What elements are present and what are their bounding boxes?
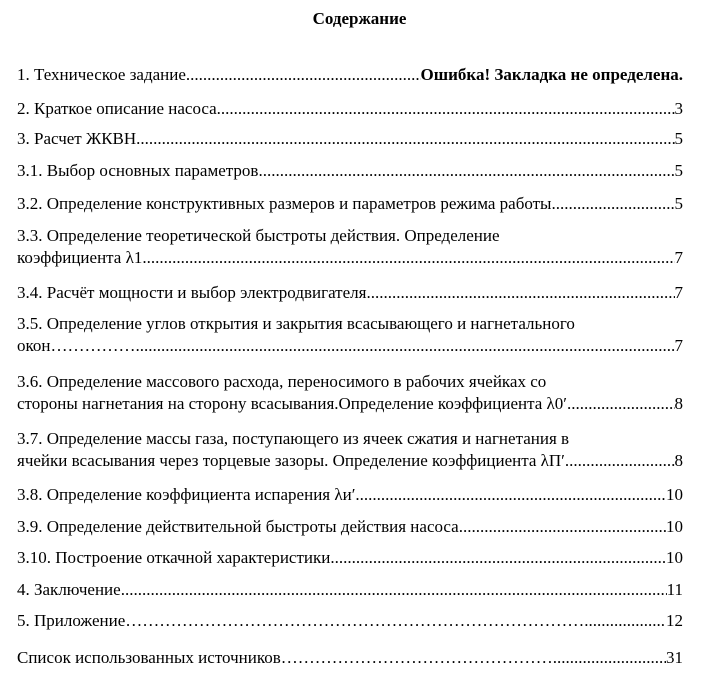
leader-dots: [355, 484, 666, 506]
toc-entry-page: 5: [674, 161, 683, 180]
toc-entry-3-4[interactable]: [17, 282, 683, 304]
leader-dots: [569, 450, 674, 472]
leader-dots: [136, 128, 674, 150]
toc-entry-page: 12: [666, 611, 683, 630]
toc-entry-text: 3.9. Определение действительной быстроты действия насоса: [17, 517, 459, 536]
leader-dots: [186, 64, 421, 86]
toc-entry-1[interactable]: [17, 64, 683, 86]
toc-entry-2[interactable]: [17, 98, 683, 120]
toc-entry-3-1[interactable]: [17, 160, 683, 182]
toc-entry-3-8[interactable]: [17, 484, 683, 506]
toc-entry-text: стороны нагнетания на сторону всасывания.Определение коэффициента λ0′.: [17, 394, 572, 413]
toc-entry-text: 1. Техническое задание: [17, 65, 186, 84]
toc-title: Содержание: [312, 9, 407, 28]
leader-dots: [571, 393, 674, 415]
toc-entry-page: 5: [674, 129, 683, 148]
toc-entry-text: 3.4. Расчёт мощности и выбор электродвигателя: [17, 283, 367, 302]
leader-dots: [217, 98, 675, 120]
leader-dots: [584, 610, 666, 632]
toc-entry-3-5[interactable]: [17, 313, 683, 357]
toc-entry-3-10[interactable]: [17, 547, 683, 569]
toc-entry-text: 3.8. Определение коэффициента испарения λи′: [17, 485, 356, 504]
toc-entry-3-3[interactable]: [17, 225, 683, 269]
toc-entry-sources[interactable]: [17, 647, 683, 669]
toc-entry-page: 11: [666, 580, 683, 599]
leader-dots: [142, 247, 674, 269]
toc-entry-text-line1: 3.6. Определение массового расхода, переносимого в рабочих ячейках со: [17, 372, 547, 391]
toc-entry-text-line1: 3.7. Определение массы газа, поступающего из ячеек сжатия и нагнетания в: [17, 429, 570, 448]
toc-entry-text-line1: 3.5. Определение углов открытия и закрытия всасывающего и нагнетального: [17, 314, 575, 333]
leader-dots: [258, 160, 674, 182]
toc-entry-page: 5: [674, 194, 683, 213]
leader-dots: [551, 193, 674, 215]
toc-entry-4[interactable]: [17, 579, 683, 601]
toc-entry-page: 7: [674, 283, 683, 302]
toc-entry-3-7[interactable]: [17, 428, 683, 472]
toc-entry-page: 7: [674, 248, 683, 267]
toc-entry-page: 10: [666, 517, 683, 536]
toc-entry-page: 7: [674, 336, 683, 355]
toc-entry-text: коэффициента λ1: [17, 248, 143, 267]
toc-entry-text: Список использованных источников…………………………………………..: [17, 648, 562, 667]
leader-dots: [136, 335, 675, 357]
leader-dots: [561, 647, 666, 669]
toc-entry-text: окон……………: [17, 336, 136, 355]
toc-entry-page: 10: [666, 548, 683, 567]
toc-entry-page: 10: [666, 485, 683, 504]
toc-entry-page: 8: [674, 394, 683, 413]
toc-entry-page: 3: [674, 99, 683, 118]
toc-entry-page-error: Ошибка! Закладка не определена.: [420, 65, 683, 84]
toc-entry-text: 3.1. Выбор основных параметров: [17, 161, 259, 180]
toc-entry-text: 4. Заключение: [17, 580, 121, 599]
toc-entry-page: 8: [674, 451, 683, 470]
toc-entry-text: ячейки всасывания через торцевые зазоры. Определение коэффициента λП′.: [17, 451, 570, 470]
toc-entry-text-line1: 3.3. Определение теоретической быстроты действия. Определение: [17, 226, 500, 245]
leader-dots: [366, 282, 674, 304]
leader-dots: [330, 547, 666, 569]
toc-entry-text: 3.10. Построение откачной характеристики: [17, 548, 331, 567]
toc-entry-3-6[interactable]: [17, 371, 683, 415]
toc-entry-3-2[interactable]: [17, 193, 683, 215]
toc-entry-3-9[interactable]: [17, 516, 683, 538]
toc-entry-3[interactable]: [17, 128, 683, 150]
toc-entry-text: 3. Расчет ЖКВН: [17, 129, 137, 148]
toc-entry-page: 31: [666, 648, 683, 667]
toc-entry-5[interactable]: [17, 610, 683, 632]
toc-entry-text: 3.2. Определение конструктивных размеров и параметров режима работы: [17, 194, 552, 213]
leader-dots: [459, 516, 666, 538]
toc-entry-text: 2. Краткое описание насоса: [17, 99, 217, 118]
leader-dots: [121, 579, 667, 601]
toc-entry-text: 5. Приложение………………………………………………………………………: [17, 611, 585, 630]
